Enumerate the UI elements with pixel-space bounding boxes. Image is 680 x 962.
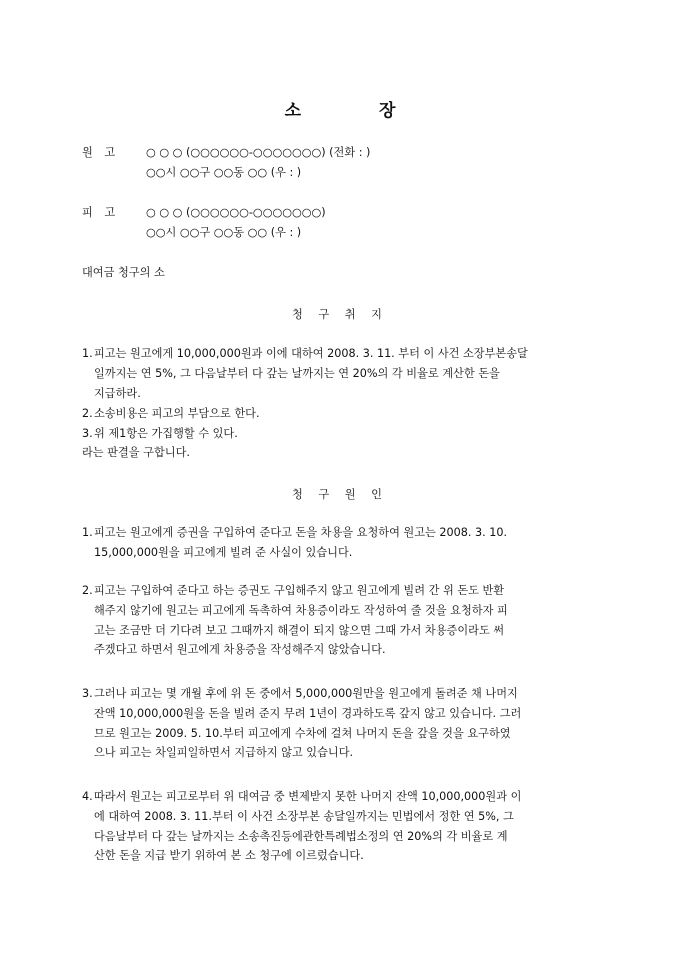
defendant-name-line: ○ ○ ○ (○○○○○○-○○○○○○○) — [146, 206, 326, 219]
cause-item-line: 고는 조금만 더 기다려 보고 그때까지 해결이 되지 않으면 그때 가서 차용증이라도 써 — [94, 623, 505, 637]
purpose-item-line: 소송비용은 피고의 부담으로 한다. — [94, 407, 260, 420]
case-name: 대여금 청구의 소 — [82, 266, 165, 279]
purpose-item-num: 2. — [82, 407, 93, 420]
cause-item-line: 주겠다고 하면서 원고에게 차용증을 작성해주지 않았습니다. — [94, 643, 386, 657]
purpose-item-num: 3. — [82, 427, 93, 440]
plaintiff-name-line: ○ ○ ○ (○○○○○○-○○○○○○○) (전화 : ) — [146, 146, 371, 159]
cause-item-line: 잔액 10,000,000원을 돈을 빌려 준지 무려 1년이 경과하도록 갚지 않고 있습니다. 그러 — [94, 706, 522, 720]
cause-item-num: 1. — [82, 526, 93, 539]
purpose-item-1 — [82, 344, 600, 403]
defendant-address-line: ○○시 ○○구 ○○동 ○○ (우 : ) — [146, 226, 302, 239]
cause-item-line: 피고는 원고에게 증권을 구입하여 준다고 돈을 차용을 요청하여 원고는 2008. 3. 10. — [94, 526, 508, 539]
plaintiff-address-line: ○○시 ○○구 ○○동 ○○ (우 : ) — [146, 166, 302, 179]
purpose-item-num: 1. — [82, 347, 93, 360]
cause-item-line: 다음날부터 다 갚는 날까지는 소송촉진등에관한특례법소정의 연 20%의 각 비율로 계 — [94, 829, 508, 843]
purpose-closing: 라는 판결을 구합니다. — [82, 446, 190, 459]
plaintiff-label: 원 고 — [82, 146, 120, 159]
cause-item-line: 므로 원고는 2009. 5. 10.부터 피고에게 수차에 걸쳐 나머지 돈을 갚을 것을 요구하였 — [94, 726, 511, 740]
cause-item-line: 으나 피고는 차일피일하면서 지급하지 않고 있습니다. — [94, 746, 354, 760]
purpose-item-line: 위 제1항은 가집행할 수 있다. — [94, 427, 238, 440]
cause-item-1 — [82, 523, 600, 563]
purpose-item-line: 피고는 원고에게 10,000,000원과 이에 대하여 2008. 3. 11. 부터 이 사건 소장부본송달 — [94, 347, 528, 360]
cause-item-line: 산한 돈을 지급 받기 위하여 본 소 청구에 이르렀습니다. — [94, 849, 364, 863]
cause-heading: 청 구 원 인 — [292, 488, 388, 501]
cause-item-line: 해주지 않기에 원고는 피고에게 독촉하여 차용증이라도 작성하여 줄 것을 요청하자 피 — [94, 603, 508, 617]
cause-item-2 — [82, 581, 600, 660]
cause-item-3 — [82, 684, 600, 763]
purpose-item-line: 일까지는 연 5%, 그 다음날부터 다 갚는 날까지는 연 20%의 각 비율로 계산한 돈을 — [94, 366, 500, 380]
cause-item-line: 따라서 원고는 피고로부터 위 대여금 중 변제받지 못한 나머지 잔액 10,000,000원과 이 — [94, 790, 522, 803]
title-char-2: 장 — [379, 101, 396, 121]
cause-item-line: 그러나 피고는 몇 개월 후에 위 돈 중에서 5,000,000원만을 원고에게 돌려준 채 나머지 — [94, 687, 518, 700]
purpose-item-3 — [82, 424, 600, 444]
cause-item-line: 피고는 구입하여 준다고 하는 증권도 구입해주지 않고 원고에게 빌려 간 위 돈도 반환 — [94, 584, 505, 597]
document-title — [0, 96, 680, 121]
cause-item-4 — [82, 787, 600, 866]
purpose-heading: 청 구 취 지 — [292, 308, 388, 321]
title-char-1: 소 — [284, 101, 301, 121]
defendant-label: 피 고 — [82, 206, 120, 219]
cause-item-line: 15,000,000원을 피고에게 빌려 준 사실이 있습니다. — [94, 545, 353, 559]
purpose-item-line: 지급하라. — [94, 386, 141, 400]
cause-item-line: 에 대하여 2008. 3. 11.부터 이 사건 소장부본 송달일까지는 민법에서 정한 연 5%, 그 — [94, 809, 514, 823]
purpose-item-2 — [82, 404, 600, 424]
cause-item-num: 4. — [82, 790, 93, 803]
cause-item-num: 3. — [82, 687, 93, 700]
cause-item-num: 2. — [82, 584, 93, 597]
